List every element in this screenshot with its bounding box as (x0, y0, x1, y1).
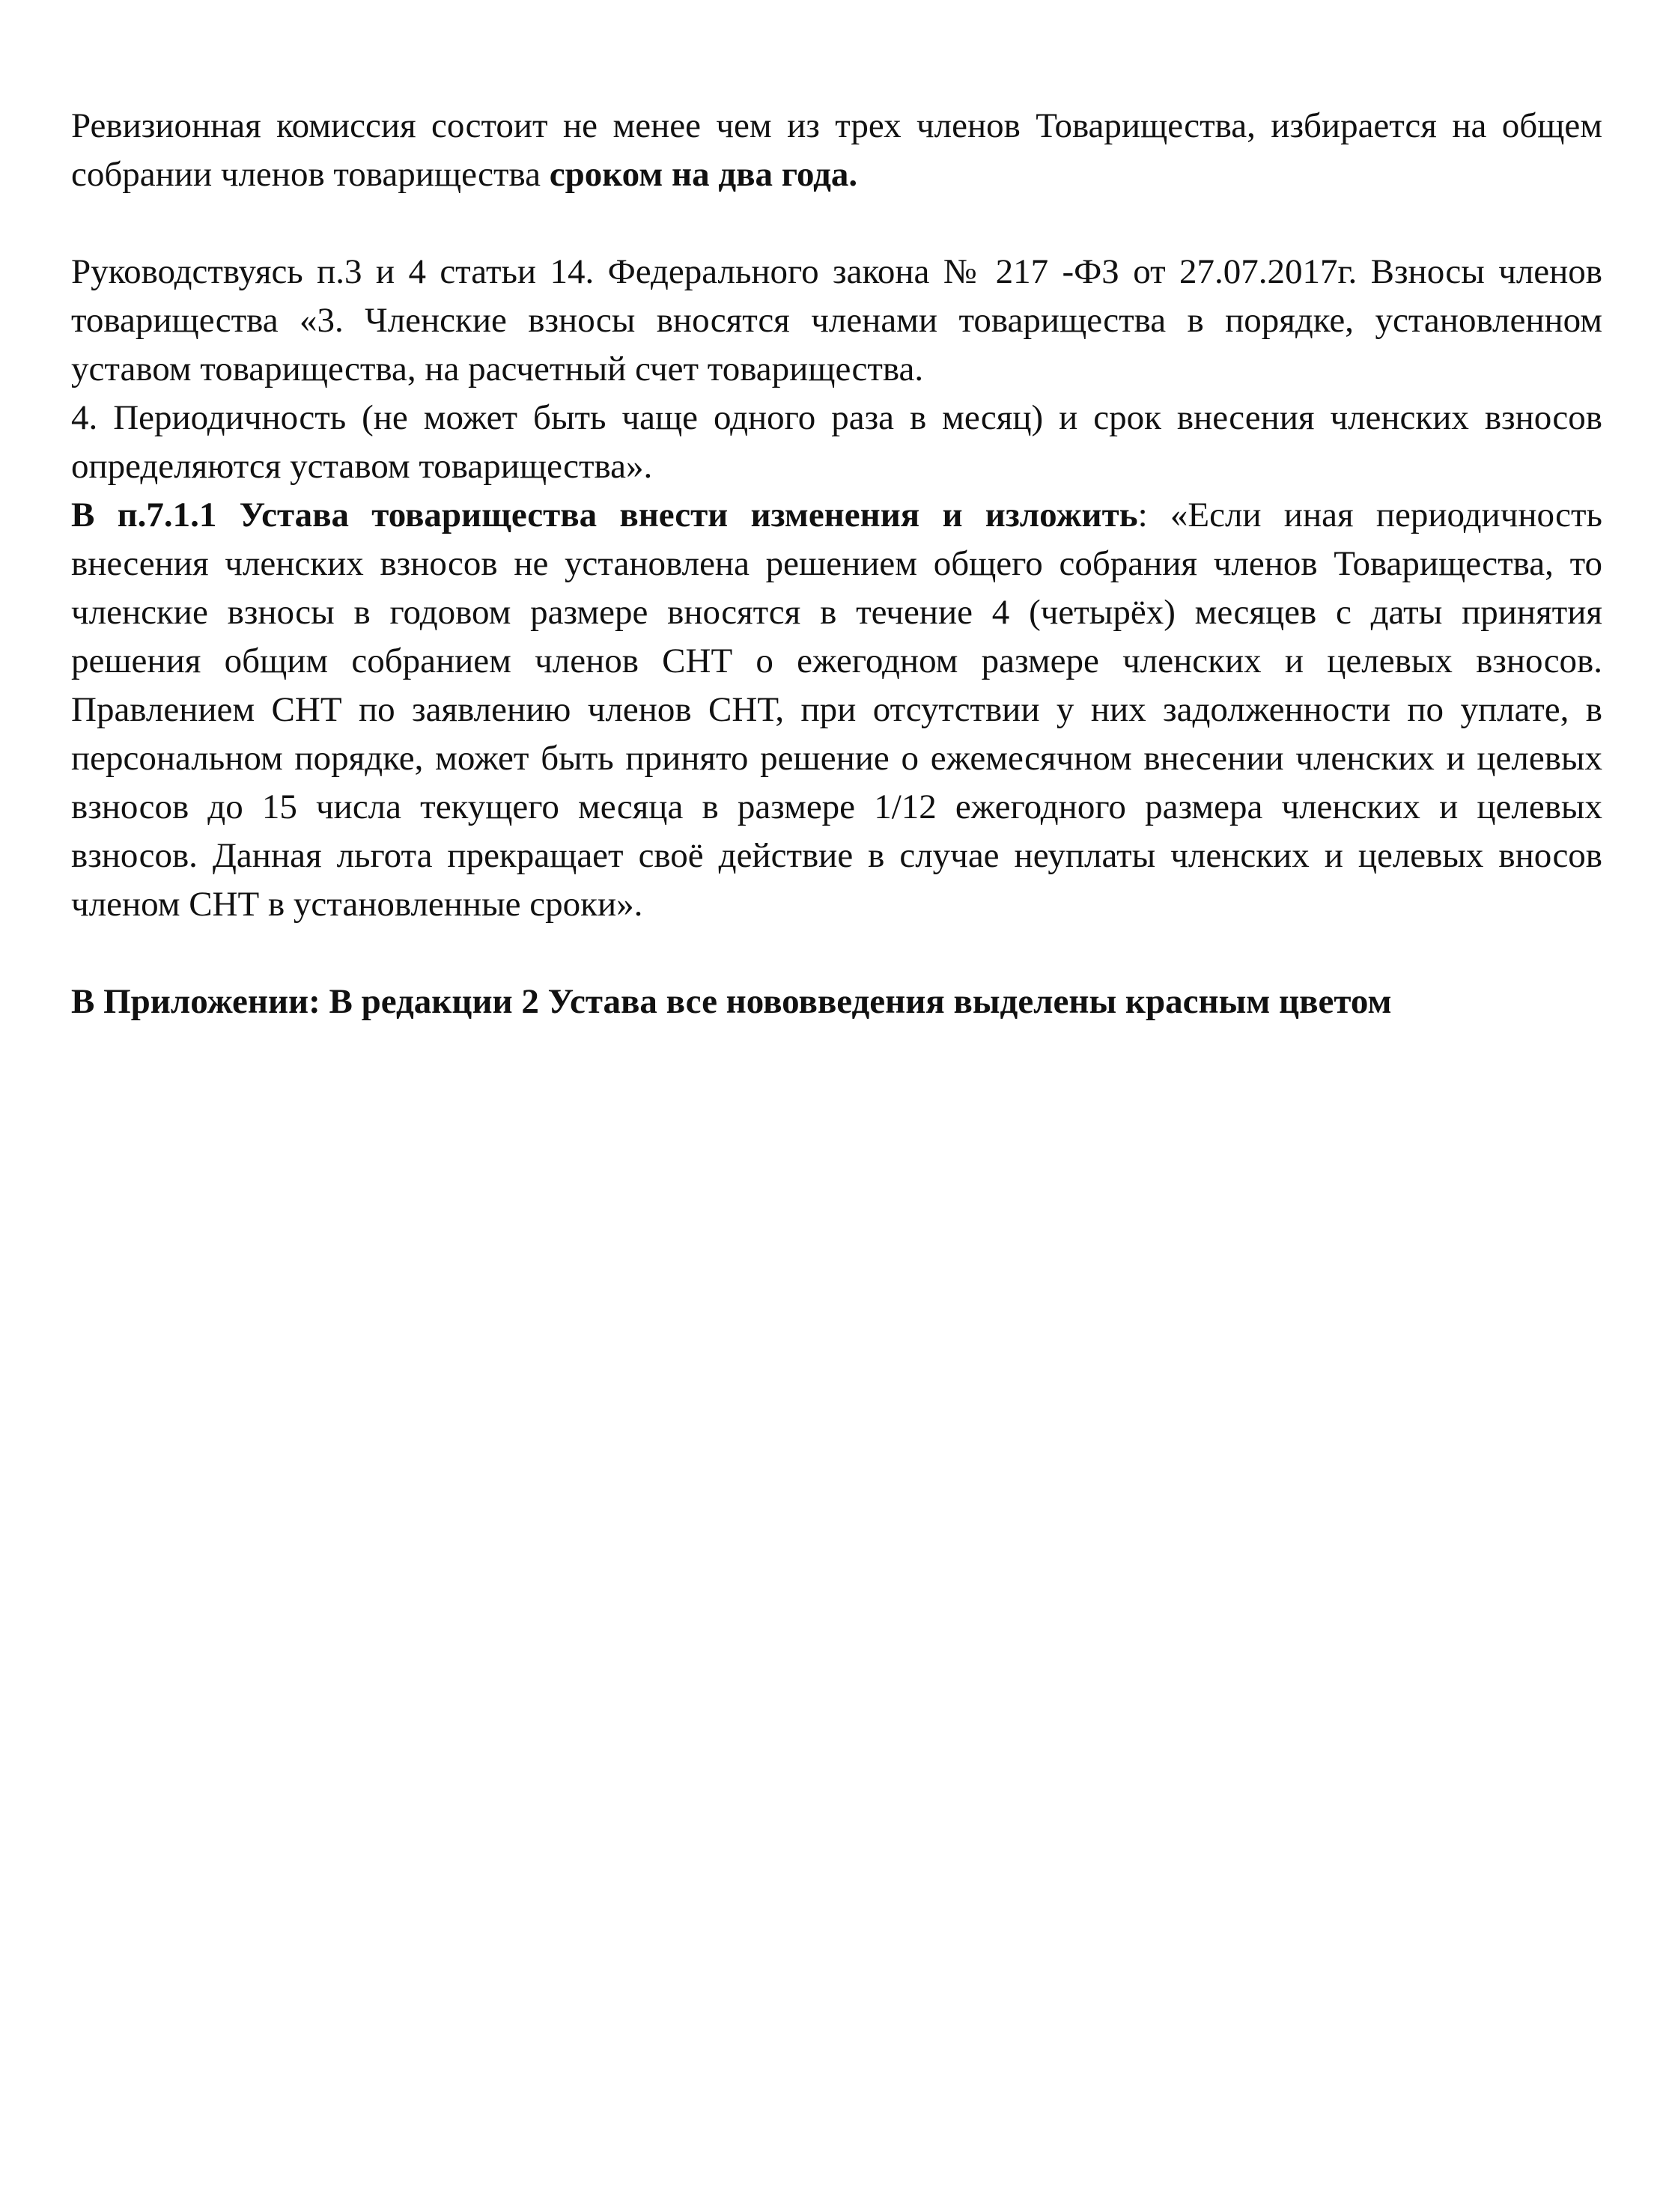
paragraph-text: 4. Периодичность (не может быть чаще одного раза в месяц) и срок внесения членских взносов определяются уставом товарищества». (71, 398, 1602, 486)
paragraph-spacer (71, 929, 1602, 978)
paragraph-text: Ревизионная комиссия состоит не менее чем из трех членов Товарищества, избирается на общем собрании членов товарищества (71, 106, 1602, 194)
paragraph-bold-text: сроком на два года. (549, 155, 858, 194)
paragraph-periodicity (71, 394, 1602, 491)
paragraph-text: : «Если иная периодичность внесения членских взносов не установлена решением общего собрания членов Товарищества, то членские взносы в годовом размере вносятся в течение 4 (четырёх) месяцев с даты принятия решения общим собранием членов СНТ о ежегодном размере членских и целевых взносов. Правлением СНТ по заявлению членов СНТ, при отсутствии у них задолженности по уплате, в персональном порядке, может быть принято решение о ежемесячном внесении членских и целевых взносов до 15 числа текущего месяца в размере 1/12 ежегодного размера членских и целевых взносов. Данная льгота прекращает своё действие в случае неуплаты членских и целевых вносов членом СНТ в установленные сроки». (71, 496, 1602, 924)
paragraph-text: Руководствуясь п.3 и 4 статьи 14. Федерального закона № 217 -ФЗ от 27.07.2017г. Взносы членов товарищества «3. Членские взносы вносятся членами товарищества в порядке, установленном уставом товарищества, на расчетный счет товарищества. (71, 252, 1602, 389)
paragraph-bold-text: В Приложении: В редакции 2 Устава все нововведения выделены красным цветом (71, 982, 1392, 1021)
paragraph-bold-text: В п.7.1.1 Устава товарищества внести изменения и изложить (71, 496, 1138, 534)
paragraph-charter-amendment (71, 491, 1602, 929)
paragraph-federal-law-reference (71, 248, 1602, 394)
paragraph-appendix-note (71, 978, 1602, 1026)
paragraph-audit-commission (71, 102, 1602, 199)
paragraph-spacer (71, 199, 1602, 248)
document-page (71, 102, 1602, 1026)
